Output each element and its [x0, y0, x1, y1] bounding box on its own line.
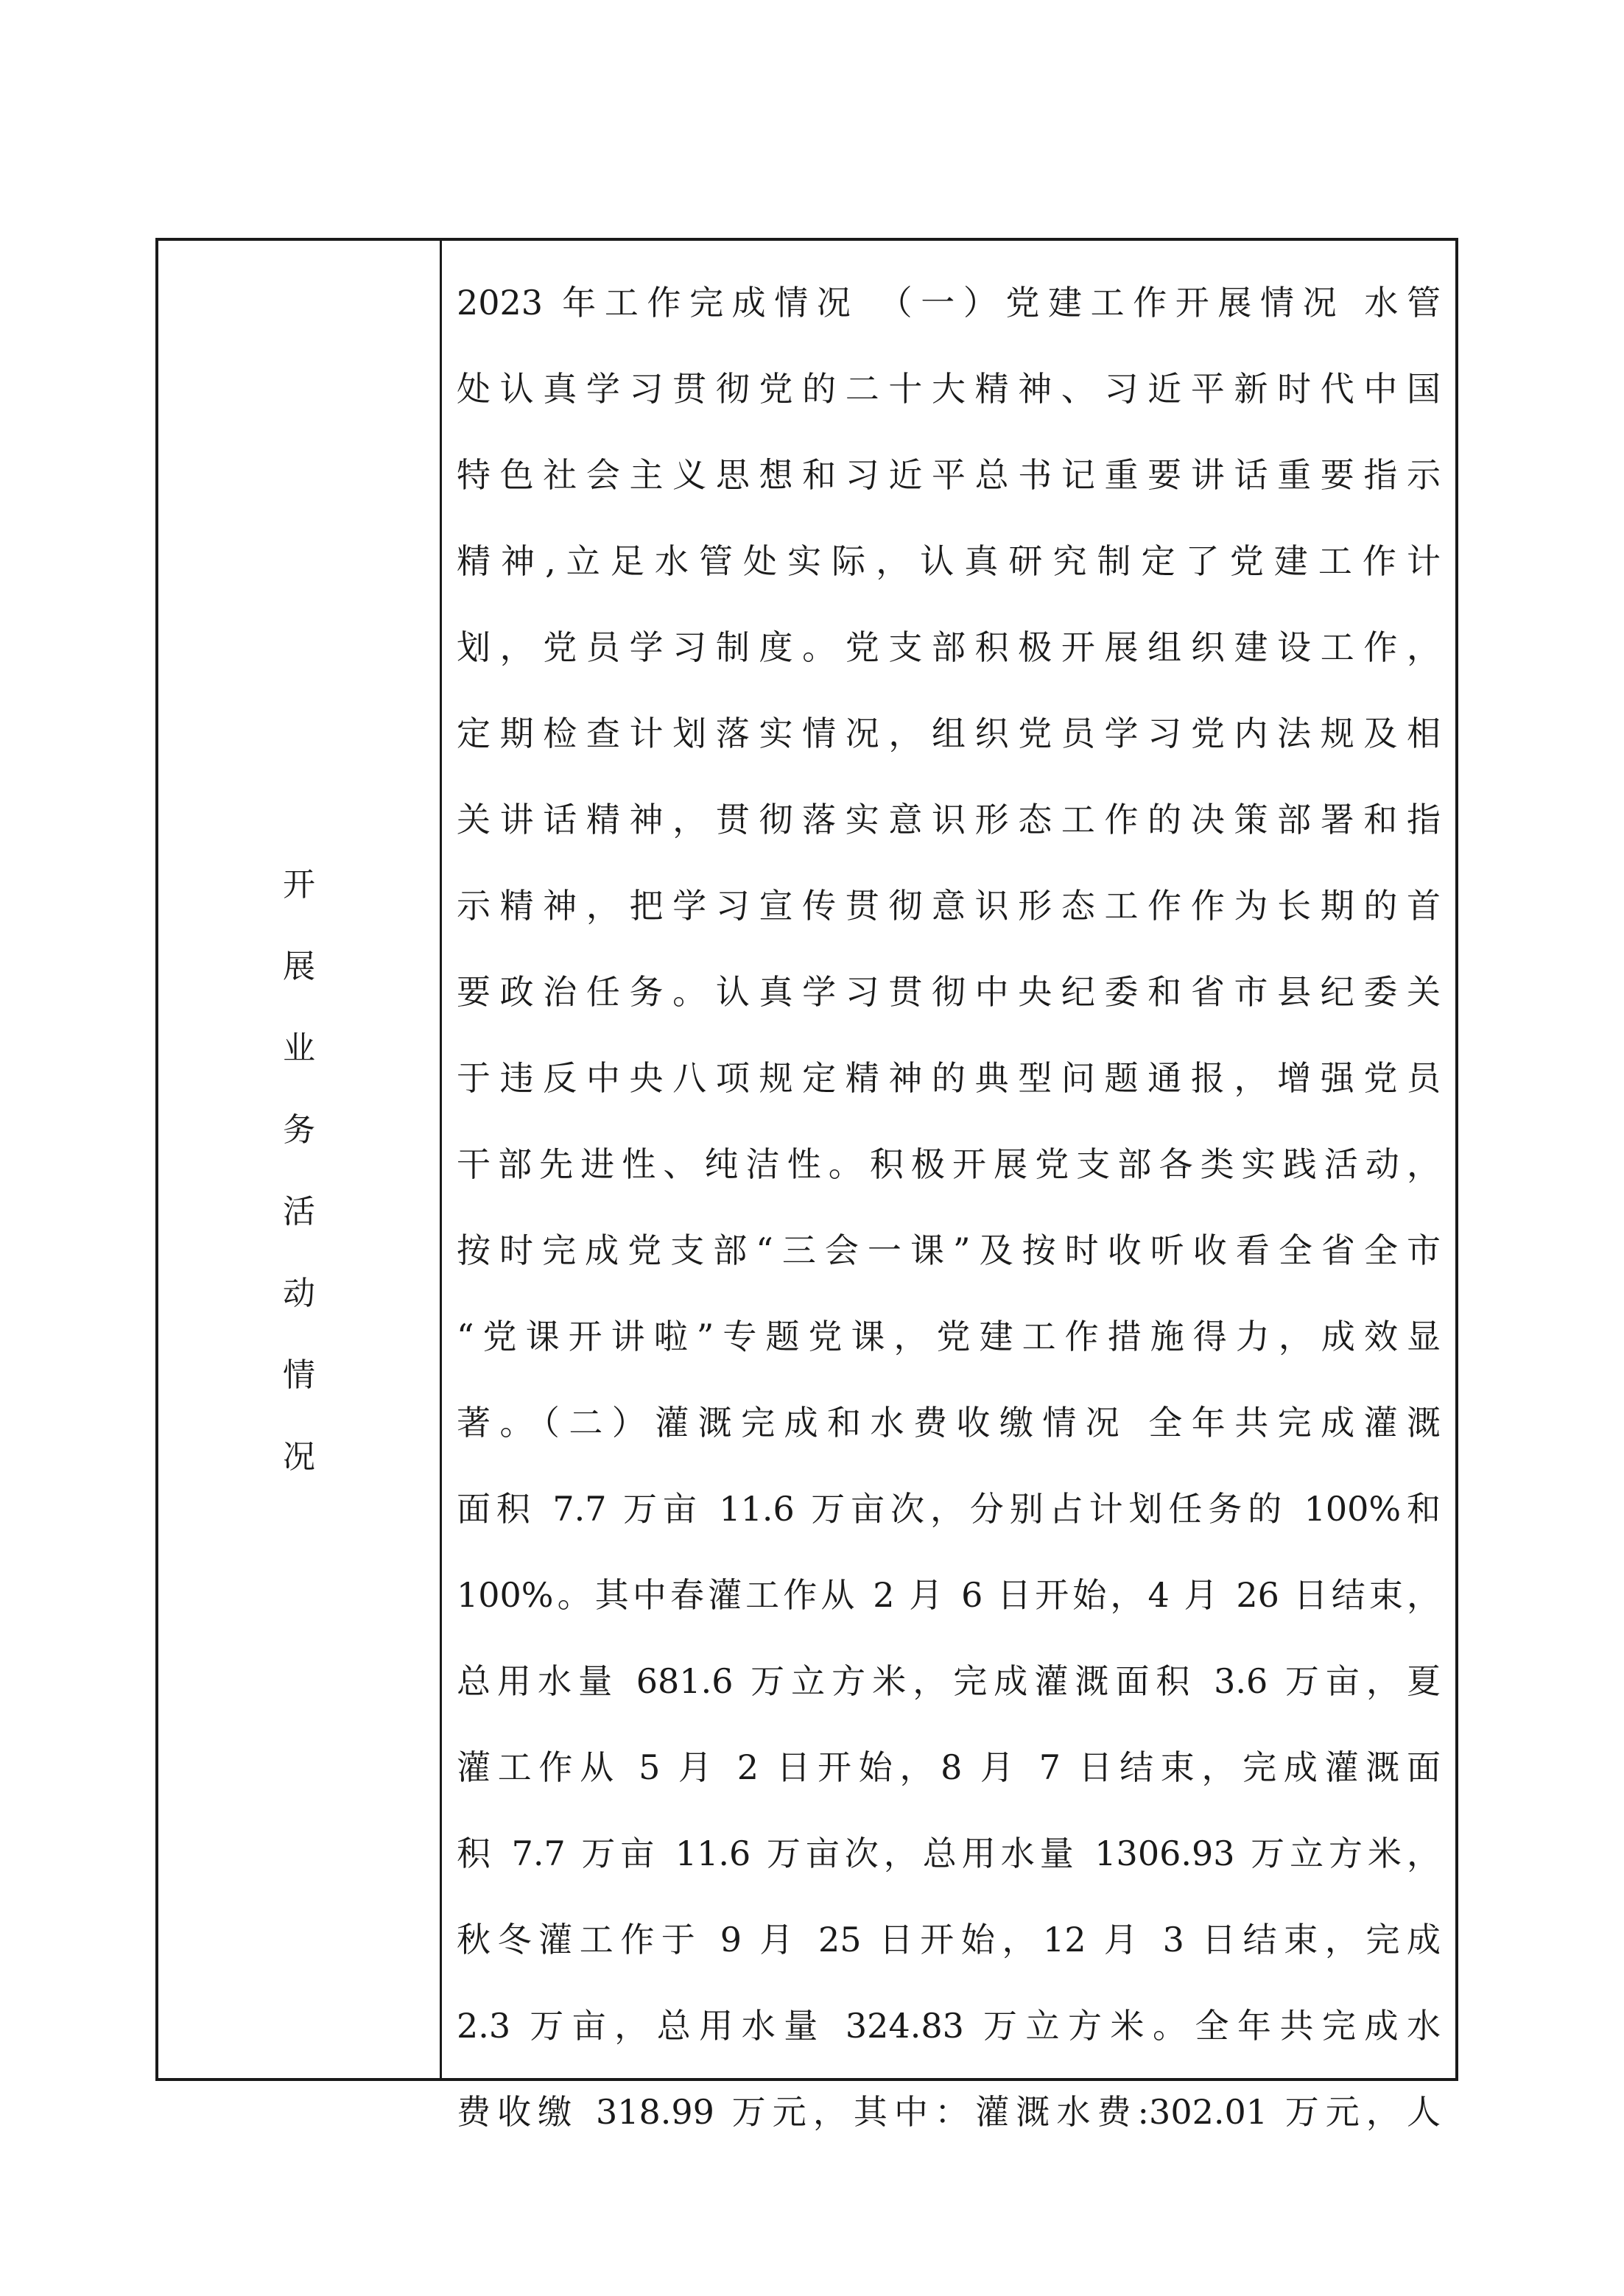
content-line: 于违反中央八项规定精神的典型问题通报，增强党员 — [457, 1058, 1441, 1098]
content-line: 按时完成党支部“三会一课”及按时收听收看全省全市 — [457, 1230, 1441, 1270]
label-cell — [158, 241, 442, 2078]
content-line: 2023 年工作完成情况 （一）党建工作开展情况 水管 — [457, 283, 1441, 323]
content-line: 费收缴 318.99 万元，其中：灌溉水费:302.01 万元，人 — [457, 2092, 1441, 2132]
label-char: 务 — [283, 1110, 315, 1149]
section-label — [283, 844, 315, 1498]
content-line: 100%。其中春灌工作从 2 月 6 日开始，4 月 26 日结束， — [457, 1575, 1441, 1615]
label-char: 业 — [283, 1029, 315, 1067]
content-line: 示精神，把学习宣传贯彻意识形态工作作为长期的首 — [457, 886, 1441, 926]
form-table — [155, 238, 1458, 2132]
content-line: 要政治任务。认真学习贯彻中央纪委和省市县纪委关 — [457, 972, 1441, 1012]
content-line: 灌工作从 5 月 2 日开始，8 月 7 日结束，完成灌溉面 — [457, 1747, 1441, 1787]
content-line: 积 7.7 万亩 11.6 万亩次，总用水量 1306.93 万立方米， — [457, 1834, 1441, 1873]
content-line: 精神,立足水管处实际，认真研究制定了党建工作计 — [457, 541, 1441, 581]
label-char: 情 — [283, 1356, 315, 1394]
content-line: 2.3 万亩，总用水量 324.83 万立方米。全年共完成水 — [457, 2006, 1441, 2046]
content-line: 处认真学习贯彻党的二十大精神、习近平新时代中国 — [457, 369, 1441, 409]
content-line: 著。（二）灌溉完成和水费收缴情况 全年共完成灌溉 — [457, 1403, 1441, 1443]
label-char: 开 — [283, 865, 315, 904]
label-char: 动 — [283, 1274, 315, 1312]
content-line: 干部先进性、纯洁性。积极开展党支部各类实践活动， — [457, 1144, 1441, 1184]
content-line: 总用水量 681.6 万立方米，完成灌溉面积 3.6 万亩，夏 — [457, 1661, 1441, 1701]
label-char: 活 — [283, 1192, 315, 1230]
content-line: 关讲话精神，贯彻落实意识形态工作的决策部署和指 — [457, 800, 1441, 839]
label-char: 展 — [283, 947, 315, 985]
content-line: 面积 7.7 万亩 11.6 万亩次，分别占计划任务的 100%和 — [457, 1489, 1441, 1529]
content-line: 特色社会主义思想和习近平总书记重要讲话重要指示 — [457, 455, 1441, 495]
content-line: 划，党员学习制度。党支部积极开展组织建设工作， — [457, 627, 1441, 667]
content-line: “党课开讲啦”专题党课，党建工作措施得力，成效显 — [457, 1317, 1441, 1356]
content-line: 定期检查计划落实情况，组织党员学习党内法规及相 — [457, 714, 1441, 753]
content-cell — [442, 241, 1455, 2132]
content-line: 秋冬灌工作于 9 月 25 日开始，12 月 3 日结束，完成 — [457, 1920, 1441, 1959]
label-char: 况 — [283, 1437, 315, 1476]
